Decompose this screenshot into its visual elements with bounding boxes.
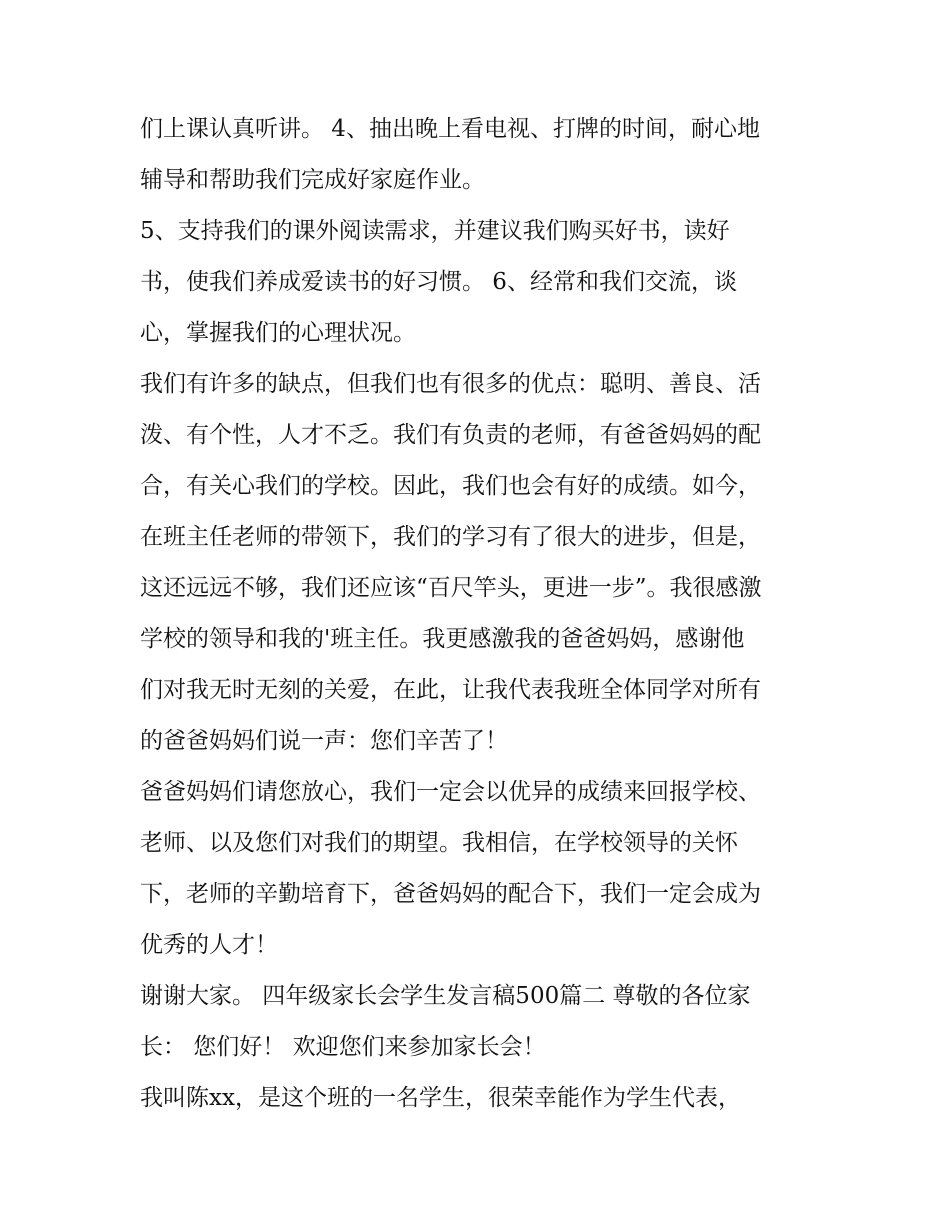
text-line: 辅导和帮助我们完成好家庭作业。 (140, 167, 485, 193)
text-line: 们对我无时无刻的关爱，在此，让我代表我班全体同学对所有 (140, 677, 761, 703)
text-line: 我叫陈xx，是这个班的一名学生，很荣幸能作为学生代表， (140, 1085, 741, 1111)
text-line: 老师、以及您们对我们的期望。我相信，在学校领导的关怀 (140, 830, 738, 856)
text-line: 在班主任老师的带领下，我们的学习有了很大的进步，但是， (140, 524, 761, 550)
text-line: 泼、有个性，人才不乏。我们有负责的老师，有爸爸妈妈的配 (140, 422, 761, 448)
text-line: 我们有许多的缺点，但我们也有很多的优点：聪明、善良、活 (140, 371, 761, 397)
text-line: 心，掌握我们的心理状况。 (140, 320, 416, 346)
text-line: 的爸爸妈妈们说一声：您们辛苦了！ (140, 728, 508, 754)
text-line: 长： 您们好！ 欢迎您们来参加家长会！ (140, 1034, 546, 1060)
text-line: 谢谢大家。 四年级家长会学生发言稿500篇二 尊敬的各位家 (140, 983, 751, 1009)
text-line: 5、支持我们的课外阅读需求，并建议我们购买好书，读好 (140, 218, 730, 244)
text-line: 下，老师的辛勤培育下，爸爸妈妈的配合下，我们一定会成为 (140, 881, 761, 907)
text-line: 书，使我们养成爱读书的好习惯。 6、经常和我们交流，谈 (140, 269, 737, 295)
text-line: 优秀的人才！ (140, 932, 278, 958)
text-line: 爸爸妈妈们请您放心，我们一定会以优异的成绩来回报学校、 (140, 779, 761, 805)
text-line: 合，有关心我们的学校。因此，我们也会有好的成绩。如今， (140, 473, 761, 499)
text-line: 们上课认真听讲。 4、抽出晚上看电视、打牌的时间，耐心地 (140, 116, 760, 142)
text-line: 学校的领导和我的'班主任。我更感激我的爸爸妈妈，感谢他 (140, 626, 745, 652)
document-body (140, 104, 820, 1124)
text-line: 这还远远不够，我们还应该“百尺竿头，更进一步”。我很感激 (140, 575, 762, 601)
